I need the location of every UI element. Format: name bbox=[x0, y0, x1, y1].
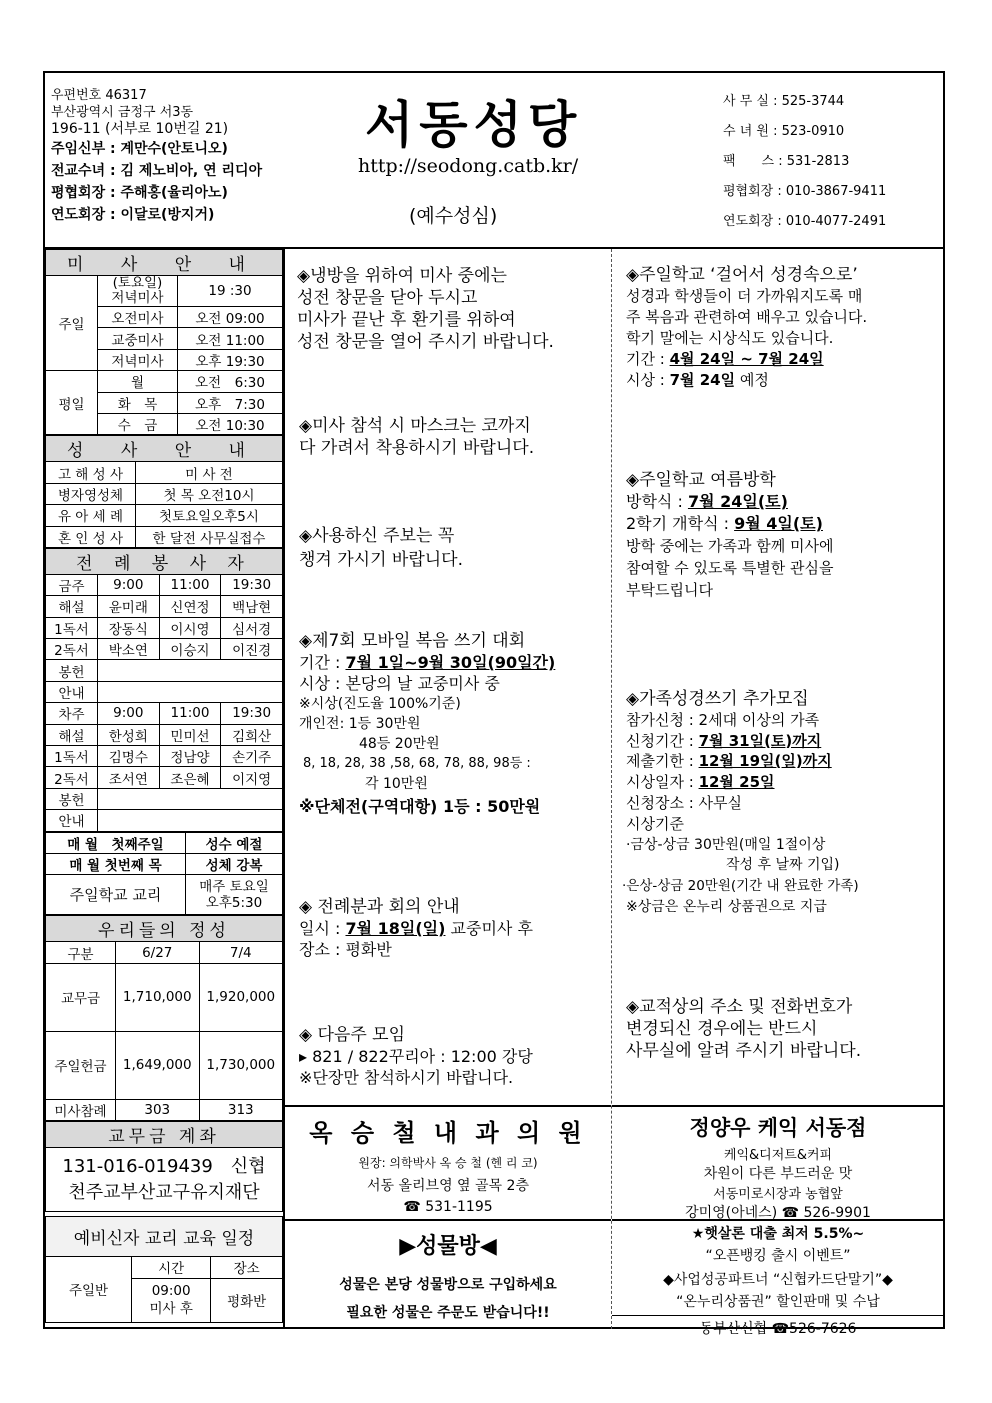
offering-title: 우리들의 정성 bbox=[46, 916, 283, 942]
family-place: 신청장소 : 사무실 bbox=[626, 793, 743, 812]
vacation-start: 방학식 : 7월 24일(토) bbox=[626, 492, 788, 511]
contest-group: ※단체전(구역대항) 1등 : 50만원 bbox=[299, 797, 541, 816]
catechumen-place-label: 장소 bbox=[211, 1257, 283, 1278]
notice-next-meeting bbox=[299, 1025, 533, 1088]
catechumen-place: 평화반 bbox=[211, 1278, 283, 1322]
next-note: ※단장만 참석하시기 바랍니다. bbox=[299, 1068, 514, 1087]
shop-line2: 필요한 성물은 주문도 받습니다!! bbox=[346, 1305, 550, 1321]
sacrament-table bbox=[45, 435, 283, 548]
notice-meeting bbox=[299, 897, 533, 960]
catechumen-time: 09:00 미사 후 bbox=[132, 1278, 211, 1322]
time-header: 9:00 bbox=[98, 703, 160, 724]
offering-table bbox=[45, 915, 283, 1121]
sacrament-name: 혼 인 성 사 bbox=[46, 526, 136, 547]
mass-name: 월 bbox=[98, 371, 178, 392]
school-label: 주일학교 교리 bbox=[46, 875, 186, 915]
sacrament-value: 한 달전 사무실접수 bbox=[136, 526, 283, 547]
family-due: 제출기한 : 12월 19일(일)까지 bbox=[626, 752, 832, 771]
minister: 김명수 bbox=[98, 746, 160, 767]
mass-time: 오전 09:00 bbox=[178, 307, 283, 328]
week-label: 차주 bbox=[46, 703, 98, 724]
school-award: 시상 : 7월 24일 예정 bbox=[626, 371, 769, 389]
offering-label: 교무금 bbox=[46, 963, 116, 1031]
mass-time: 오전 10:30 bbox=[178, 413, 283, 434]
contest-title: ◈제7회 모바일 복음 쓰기 대회 bbox=[299, 631, 526, 651]
contest-award: 시상 : 본당의 날 교중미사 중 bbox=[299, 674, 500, 693]
account-info bbox=[46, 1148, 283, 1212]
time-header: 11:00 bbox=[159, 703, 221, 724]
school-period: 기간 : 4월 24일 ~ 7월 24일 bbox=[626, 350, 824, 368]
minister: 정남양 bbox=[159, 746, 221, 767]
shop-line1: 성물은 본당 성물방으로 구입하세요 bbox=[339, 1277, 557, 1293]
family-gold: ·금상-상금 30만원(매일 1절이상 bbox=[626, 836, 826, 853]
notice-mask: ◈미사 참석 시 마스크는 코까지 다 가려서 착용하시기 바랍니다. bbox=[299, 416, 535, 458]
vacation-title: ◈주일학교 여름방학 bbox=[626, 470, 776, 490]
contest-prize4: 각 10만원 bbox=[365, 776, 428, 792]
offering-header: 구분 bbox=[46, 942, 116, 963]
saturday-mass-label: (토요일) 저녁미사 bbox=[98, 276, 178, 307]
mass-time: 오전 6:30 bbox=[178, 371, 283, 392]
monthly-value: 성체 강복 bbox=[186, 853, 283, 874]
account-title: 교무금 계좌 bbox=[46, 1122, 283, 1148]
notice-address-change: ◈교적상의 주소 및 전화번호가 변경되신 경우에는 반드시 사무실에 알려 주시기 바랍니다. bbox=[626, 997, 862, 1061]
role: 안내 bbox=[46, 681, 98, 702]
shop-ad bbox=[285, 1219, 611, 1329]
clinic-phone: ☎ 531-1195 bbox=[403, 1199, 493, 1215]
mass-name: 교중미사 bbox=[98, 328, 178, 349]
contest-note: ※시상(진도율 100%기준) bbox=[299, 696, 461, 712]
catechumen-row-label: 주일반 bbox=[46, 1257, 132, 1322]
offering-value: 1,920,000 bbox=[199, 963, 283, 1031]
offering-value: 1,649,000 bbox=[116, 1031, 200, 1099]
role: 1독서 bbox=[46, 746, 98, 767]
minister: 손기주 bbox=[221, 746, 283, 767]
sister: 전교수녀 : 김 제노비아, 연 리디아 bbox=[51, 163, 263, 179]
offering-value: 1,710,000 bbox=[116, 963, 200, 1031]
address-line2: 196-11 (서부로 10번길 21) bbox=[51, 121, 229, 137]
vacation-end: 2학기 개학식 : 9월 4일(토) bbox=[626, 514, 823, 533]
monthly-value: 성수 예절 bbox=[186, 832, 283, 853]
minister: 민미선 bbox=[159, 724, 221, 745]
ministers-table bbox=[45, 548, 283, 832]
family-period: 신청기간 : 7월 31일(토)까지 bbox=[626, 731, 822, 750]
contact-list bbox=[723, 87, 886, 237]
sunday-label: 주일 bbox=[46, 276, 98, 371]
catechumen-title: 예비신자 교리 교육 일정 bbox=[46, 1217, 283, 1257]
sacrament-value: 첫토요일오후5시 bbox=[136, 505, 283, 526]
feast-name: (예수성심) bbox=[409, 205, 498, 227]
notice-family-bible bbox=[622, 689, 859, 918]
minister bbox=[98, 810, 283, 831]
bank-line4: “온누리상품권” 할인판매 및 수납 bbox=[676, 1294, 880, 1310]
fax-number: 팩 스 : 531-2813 bbox=[723, 154, 850, 169]
catechumen-time-label: 시간 bbox=[132, 1257, 211, 1278]
account-number: 131-016-019439 신협 bbox=[62, 1155, 266, 1177]
minister: 이시영 bbox=[159, 617, 221, 638]
cake-line4: 강미영(아네스) ☎ 526-9901 bbox=[685, 1205, 871, 1221]
clinic-location: 서동 올리브영 옆 골목 2층 bbox=[367, 1178, 529, 1194]
mass-name: 화 목 bbox=[98, 392, 178, 413]
mass-name: 저녁미사 bbox=[98, 349, 178, 370]
sacrament-name: 유 아 세 례 bbox=[46, 505, 136, 526]
pastor: 주임신부 : 계만수(안토니오) bbox=[51, 141, 228, 157]
mass-time: 오후 7:30 bbox=[178, 392, 283, 413]
contest-prize1: 개인전: 1등 30만원 bbox=[299, 716, 421, 732]
mass-name: 수 금 bbox=[98, 413, 178, 434]
contest-prize3: 8, 18, 28, 38 ,58, 68, 78, 88, 98등 : bbox=[303, 756, 531, 771]
time-header: 9:00 bbox=[98, 574, 160, 595]
offering-label: 주일헌금 bbox=[46, 1031, 116, 1099]
bank-line1: ★햇살론 대출 최저 5.5%~ bbox=[691, 1226, 865, 1242]
right-column bbox=[611, 249, 943, 1337]
minister: 박소연 bbox=[98, 639, 160, 660]
sacrament-title: 성 사 안 내 bbox=[46, 436, 283, 462]
bank-line2: “오픈뱅킹 출시 이벤트” bbox=[705, 1248, 851, 1264]
time-header: 19:30 bbox=[221, 703, 283, 724]
parish-url[interactable]: http://seodong.catb.kr/ bbox=[358, 155, 579, 177]
time-header: 11:00 bbox=[159, 574, 221, 595]
mass-name: 오전미사 bbox=[98, 307, 178, 328]
bulletin-frame bbox=[43, 71, 945, 1337]
role: 2독서 bbox=[46, 767, 98, 788]
meeting-place: 장소 : 평화반 bbox=[299, 940, 392, 959]
minister bbox=[98, 681, 283, 702]
postcode: 우편번호 46317 bbox=[51, 88, 147, 103]
minister: 이지영 bbox=[221, 767, 283, 788]
parish-title: 서동성당 bbox=[365, 96, 583, 154]
mass-time: 오전 11:00 bbox=[178, 328, 283, 349]
weekday-label: 평일 bbox=[46, 371, 98, 435]
minister bbox=[98, 660, 283, 681]
league-president: 연도회장 : 이달로(방지거) bbox=[51, 207, 215, 223]
office-phone: 사 무 실 : 525-3744 bbox=[723, 94, 845, 109]
ministers-title: 전 례 봉 사 자 bbox=[46, 548, 283, 574]
minister bbox=[98, 788, 283, 809]
family-criteria: 시상기준 bbox=[626, 814, 684, 833]
credit-union-ad bbox=[612, 1219, 944, 1337]
monthly-label: 매 월 첫째주일 bbox=[46, 832, 186, 853]
next-title: ◈ 다음주 모임 bbox=[299, 1025, 405, 1045]
week-label: 금주 bbox=[46, 574, 98, 595]
bank-line5: 동부산신협 ☎526-7626 bbox=[612, 1315, 944, 1338]
monthly-table bbox=[45, 832, 283, 916]
family-gold2: 작성 후 날짜 기입) bbox=[726, 857, 840, 874]
mass-time: 오후 19:30 bbox=[178, 349, 283, 370]
notice-contest bbox=[299, 631, 555, 817]
minister: 조은혜 bbox=[159, 767, 221, 788]
offering-value: 303 bbox=[116, 1099, 200, 1120]
minister: 이승지 bbox=[159, 639, 221, 660]
middle-column bbox=[285, 249, 611, 1329]
shop-title: ▶성물방◀ bbox=[399, 1234, 497, 1259]
minister: 신연정 bbox=[159, 596, 221, 617]
role: 봉헌 bbox=[46, 660, 98, 681]
minister: 윤미래 bbox=[98, 596, 160, 617]
bank-line3: ◆사업성공파트너 “신협카드단말기”◆ bbox=[663, 1272, 893, 1288]
role: 해설 bbox=[46, 596, 98, 617]
sacrament-name: 고 해 성 사 bbox=[46, 462, 136, 483]
minister: 장동식 bbox=[98, 617, 160, 638]
role: 봉헌 bbox=[46, 788, 98, 809]
sacrament-name: 병자영성체 bbox=[46, 483, 136, 504]
catechumen-table bbox=[45, 1216, 283, 1322]
bulletin-header bbox=[45, 73, 943, 249]
council-phone: 평협회장 : 010-3867-9411 bbox=[723, 184, 887, 199]
minister: 한성희 bbox=[98, 724, 160, 745]
council-president: 평협회장 : 주해홍(율리아노) bbox=[51, 185, 228, 201]
mass-title: 미 사 안 내 bbox=[46, 250, 283, 276]
left-column bbox=[45, 249, 285, 1329]
account-owner: 천주교부산교구유지재단 bbox=[68, 1181, 260, 1203]
clinic-title: 옥 승 철 내 과 의 원 bbox=[309, 1119, 587, 1147]
cake-title: 정양우 케익 서동점 bbox=[689, 1116, 867, 1140]
offering-header: 7/4 bbox=[199, 942, 283, 963]
clinic-director: 원장: 의학박사 옥 승 철 (헨 리 코) bbox=[358, 1156, 538, 1170]
offering-header: 6/27 bbox=[116, 942, 200, 963]
contest-prize2: 48등 20만원 bbox=[359, 736, 440, 752]
minister: 심서경 bbox=[221, 617, 283, 638]
parish-info bbox=[51, 87, 262, 226]
family-title: ◈가족성경쓰기 추가모집 bbox=[626, 689, 809, 709]
time-header: 19:30 bbox=[221, 574, 283, 595]
family-apply: 참가신청 : 2세대 이상의 가족 bbox=[626, 710, 820, 729]
cake-line1: 케익&디저트&커피 bbox=[723, 1148, 833, 1163]
family-award: 시상일자 : 12월 25일 bbox=[626, 773, 775, 792]
minister: 이진경 bbox=[221, 639, 283, 660]
role: 1독서 bbox=[46, 617, 98, 638]
offering-value: 313 bbox=[199, 1099, 283, 1120]
sacrament-value: 미 사 전 bbox=[136, 462, 283, 483]
account-table bbox=[45, 1121, 283, 1212]
notice-cooling: ◈냉방을 위하여 미사 중에는 성전 창문을 닫아 두시고 미사가 끝난 후 환기를 위하여 성전 창문을 열어 주시기 바랍니다. bbox=[297, 266, 554, 352]
meeting-title: ◈ 전례분과 회의 안내 bbox=[299, 897, 460, 917]
minister: 조서연 bbox=[98, 767, 160, 788]
cake-ad bbox=[612, 1105, 944, 1219]
role: 안내 bbox=[46, 810, 98, 831]
notice-summer-vacation: ◈주일학교 여름방학 방학식 : 7월 24일(토) 2학기 개학식 : 9월 4일(토) 방학 중에는 가족과 함께 미사에 참여할 수 있도록 특별한 관심을 부탁드립니다 bbox=[626, 470, 834, 599]
notice-sunday-school: ◈주일학교 ‘걸어서 성경속으로’ 성경과 학생들이 더 가까워지도록 매 주 복음과 관련하여 배우고 있습니다. 학기 말에는 시상식도 있습니다. 기간 : 4월 24일 ~ 7월 24일 시상 : 7월 24일 예정 bbox=[626, 265, 868, 389]
family-note: ※상금은 온누리 상품권으로 지급 bbox=[626, 898, 827, 915]
saturday-mass-time: 19 :30 bbox=[178, 276, 283, 307]
contest-period: 기간 : 7월 1일~9월 30일(90일간) bbox=[299, 653, 556, 672]
offering-label: 미사참례 bbox=[46, 1099, 116, 1120]
meeting-date: 일시 : 7월 18일(일) 교중미사 후 bbox=[299, 919, 533, 938]
cake-line3: 서동미로시장과 농협앞 bbox=[713, 1187, 843, 1202]
role: 해설 bbox=[46, 724, 98, 745]
league-phone: 연도회장 : 010-4077-2491 bbox=[723, 214, 887, 229]
notice-bulletin: ◈사용하신 주보는 꼭 챙겨 가시기 바랍니다. bbox=[299, 526, 464, 570]
role: 2독서 bbox=[46, 639, 98, 660]
mass-schedule-table bbox=[45, 249, 283, 435]
monthly-label: 매 월 첫번째 목 bbox=[46, 853, 186, 874]
next-row: ▸ 821 / 822꾸리아 : 12:00 강당 bbox=[299, 1047, 533, 1066]
sacrament-value: 첫 목 오전10시 bbox=[136, 483, 283, 504]
family-silver: ·은상-상금 20만원(기간 내 완료한 가족) bbox=[622, 878, 859, 895]
address-line1: 부산광역시 금정구 서3동 bbox=[51, 105, 194, 120]
school-title: ◈주일학교 ‘걸어서 성경속으로’ bbox=[626, 265, 858, 285]
school-time: 매주 토요일 오후5:30 bbox=[186, 875, 283, 915]
convent-phone: 수 녀 원 : 523-0910 bbox=[723, 124, 845, 139]
cake-line2: 차원이 다른 부드러운 맛 bbox=[703, 1166, 853, 1182]
clinic-ad bbox=[285, 1105, 611, 1219]
offering-value: 1,730,000 bbox=[199, 1031, 283, 1099]
minister: 백남현 bbox=[221, 596, 283, 617]
minister: 김희산 bbox=[221, 724, 283, 745]
